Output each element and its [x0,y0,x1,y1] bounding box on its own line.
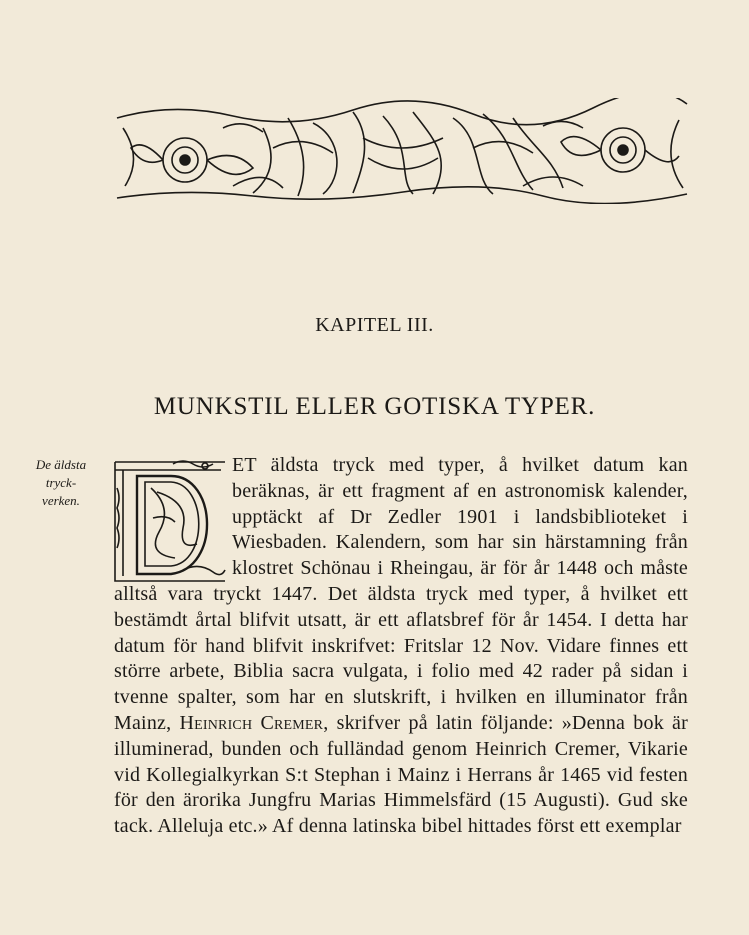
body-paragraph: , skrifver på latin följande: »Denna bok är illuminerad, bunden och fulländad genom Heinrich Cremer, Vikarie vid Kollegialkyrkan S:t Stephan i Mainz i Herrans år 1465 vid festen för den ärorika Jungfru Marias Himmelsfärd (15 Augusti). Gud ske tack. Alleluja etc.» Af denna latinska bibel hittades först ett exemplar [114,711,688,838]
floral-vine-ornament-icon [113,98,689,204]
margin-note-line: De äldsta [35,457,87,472]
body-text [114,453,688,840]
body-paragraph: ET äldsta tryck med typer, å hvilket datum kan beräknas, är ett fragment af en astronomisk kalender, upptäckt af Dr Zedler 1901 i landsbiblioteket i Wiesbaden. Kalendern, som har sin härstamning från klostret Schönau i Rheingau, är för år 1448 och måste alltså vara tryckt 1447. Det äldsta tryck med typer, å hvilket ett bestämdt årtal blifvit utsatt, är ett aflatsbref för år 1454. I detta har datum för hand blifvit inskrifvet: Fritslar 12 Nov. Vidare finnes ett större arbete, Biblia sacra vulgata, i folio med 42 rader på sidan i tvenne spalter, som har en slutskrift, i hvilken en illuminator från Mainz, [114,454,688,734]
chapter-label: KAPITEL III. [315,314,434,336]
margin-note-line: tryck- [45,475,77,490]
margin-note [16,456,106,510]
margin-note-line: verken. [42,493,80,508]
person-name: Heinrich Cremer [179,711,324,734]
chapter-title: MUNKSTIL ELLER GOTISKA TYPER. [153,393,596,420]
